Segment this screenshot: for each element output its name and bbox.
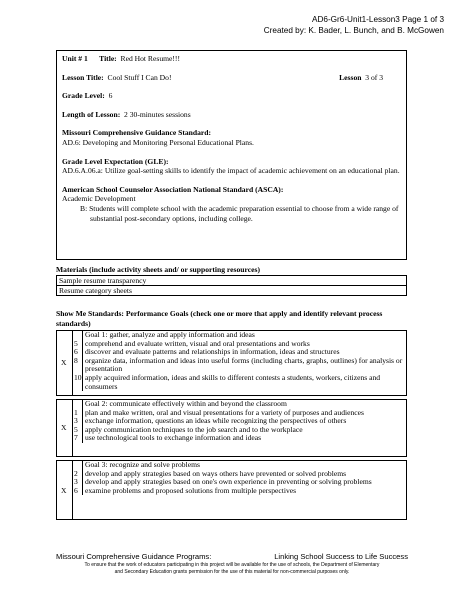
doc-id: AD6-Gr6-Unit1-Lesson3 Page 1 of 3 — [312, 15, 444, 24]
page-header — [264, 14, 444, 36]
asca-label: American School Counselor Association National Standard (ASCA): — [62, 184, 284, 194]
material-item: Sample resume transparency — [57, 276, 407, 286]
materials-table — [56, 275, 407, 296]
unit-row — [62, 54, 401, 64]
asca-domain: Academic Development — [62, 194, 136, 204]
mcgs-label: Missouri Comprehensive Guidance Standard: — [62, 128, 212, 138]
goal-line: Goal 1: gather, analyze and apply information and ideas — [73, 331, 406, 340]
footer-right: Linking School Success to Life Success — [274, 552, 408, 561]
goal-line: 5 apply communication techniques to the job search and to the workplace — [74, 424, 303, 434]
created-by: Created by: K. Bader, L. Bunch, and B. McGowen — [263, 26, 444, 35]
grade-value: 6 — [108, 91, 113, 101]
unit-label: Unit # 1 — [62, 54, 88, 63]
goal-check-mark: X — [61, 358, 67, 367]
lesson-title-label: Lesson Title: — [62, 72, 104, 82]
goal-line: 6 discover and evaluate patterns and relationships in information, ideas and structures — [74, 347, 340, 357]
goal-line: 3 exchange information, questions an ideas while recognizing the perspectives of others — [74, 416, 347, 426]
title-label: Title: — [99, 54, 117, 63]
goal-line: 5 comprehend and evaluate written, visual and oral presentations and works — [74, 338, 310, 348]
goal-line: Goal 2: communicate effectively within and beyond the classroom — [73, 400, 406, 409]
goal-line: 10 apply acquired information, ideas and skills to different contests a students, workers, citizens and consumers — [74, 372, 381, 391]
lesson-title-value: Cool Stuff I Can Do! — [107, 72, 172, 82]
lesson-value: 3 of 3 — [365, 72, 383, 82]
gle-value: AD.6.A.06.a: Utilize goal-setting skills to identify the impact of academic achievement on an educational plan. — [62, 166, 400, 176]
length-row — [62, 110, 401, 120]
length-value: 2 30-minutes sessions — [124, 109, 191, 119]
lesson-label: Lesson — [339, 72, 362, 82]
materials-heading: Materials (include activity sheets and/ or supporting resources) — [56, 265, 260, 274]
footer-left: Missouri Comprehensive Guidance Programs: — [56, 552, 212, 561]
length-label: Length of Lesson: — [62, 109, 121, 119]
material-item: Resume category sheets — [57, 286, 407, 296]
footer-note-line-2: and Secondary Education grants permission for the use of this material for non-commercial purposes only. — [114, 569, 350, 575]
goal-line: 2 develop and apply strategies based on ways others have prevented or solved problems — [74, 468, 347, 478]
goal-line: 7 use technological tools to exchange information and ideas — [74, 433, 262, 443]
title-value: Red Hot Resume!!! — [120, 54, 180, 63]
asca-value: B: Students will complete school with the academic preparation essential to choose from a wide range of substantial post-secondary options, including college. — [80, 203, 399, 223]
grade-row — [62, 91, 401, 101]
goal-block-1 — [56, 330, 407, 396]
gle-label: Grade Level Expectation (GLE): — [62, 156, 169, 166]
goal-line: 3 develop and apply strategies based on one's own experience in preventing or solving problems — [74, 477, 372, 487]
goal-line: Goal 3: recognize and solve problems — [73, 461, 406, 470]
lesson-title-row — [62, 73, 401, 83]
goal-check-mark: X — [61, 486, 67, 495]
goal-block-2 — [56, 399, 407, 457]
footer-note — [0, 562, 464, 576]
goal-line: 6 examine problems and proposed solutions from multiple perspectives — [74, 485, 297, 495]
goal-line: 1 plan and make written, oral and visual presentations for a variety of purposes and audiences — [74, 407, 364, 417]
goal-block-3 — [56, 460, 407, 520]
goal-line: 8 organize data, information and ideas into useful forms (including charts, graphs, outlines) for analysis or presentation — [74, 355, 403, 374]
show-me-heading: Show Me Standards: Performance Goals (check one or more that apply and identify relevant process standards) — [56, 309, 383, 328]
lesson-info-box — [56, 50, 407, 260]
footer-note-line-1: To ensure that the work of educators participating in this project will be available for the use of schools, the Department of Elementary — [84, 562, 380, 568]
table-row — [57, 286, 407, 296]
grade-label: Grade Level: — [62, 91, 105, 101]
mcgs-value: AD.6: Developing and Monitoring Personal Educational Plans. — [62, 137, 254, 147]
footer — [56, 552, 408, 561]
table-row — [57, 276, 407, 286]
goal-check-mark: X — [61, 423, 67, 432]
